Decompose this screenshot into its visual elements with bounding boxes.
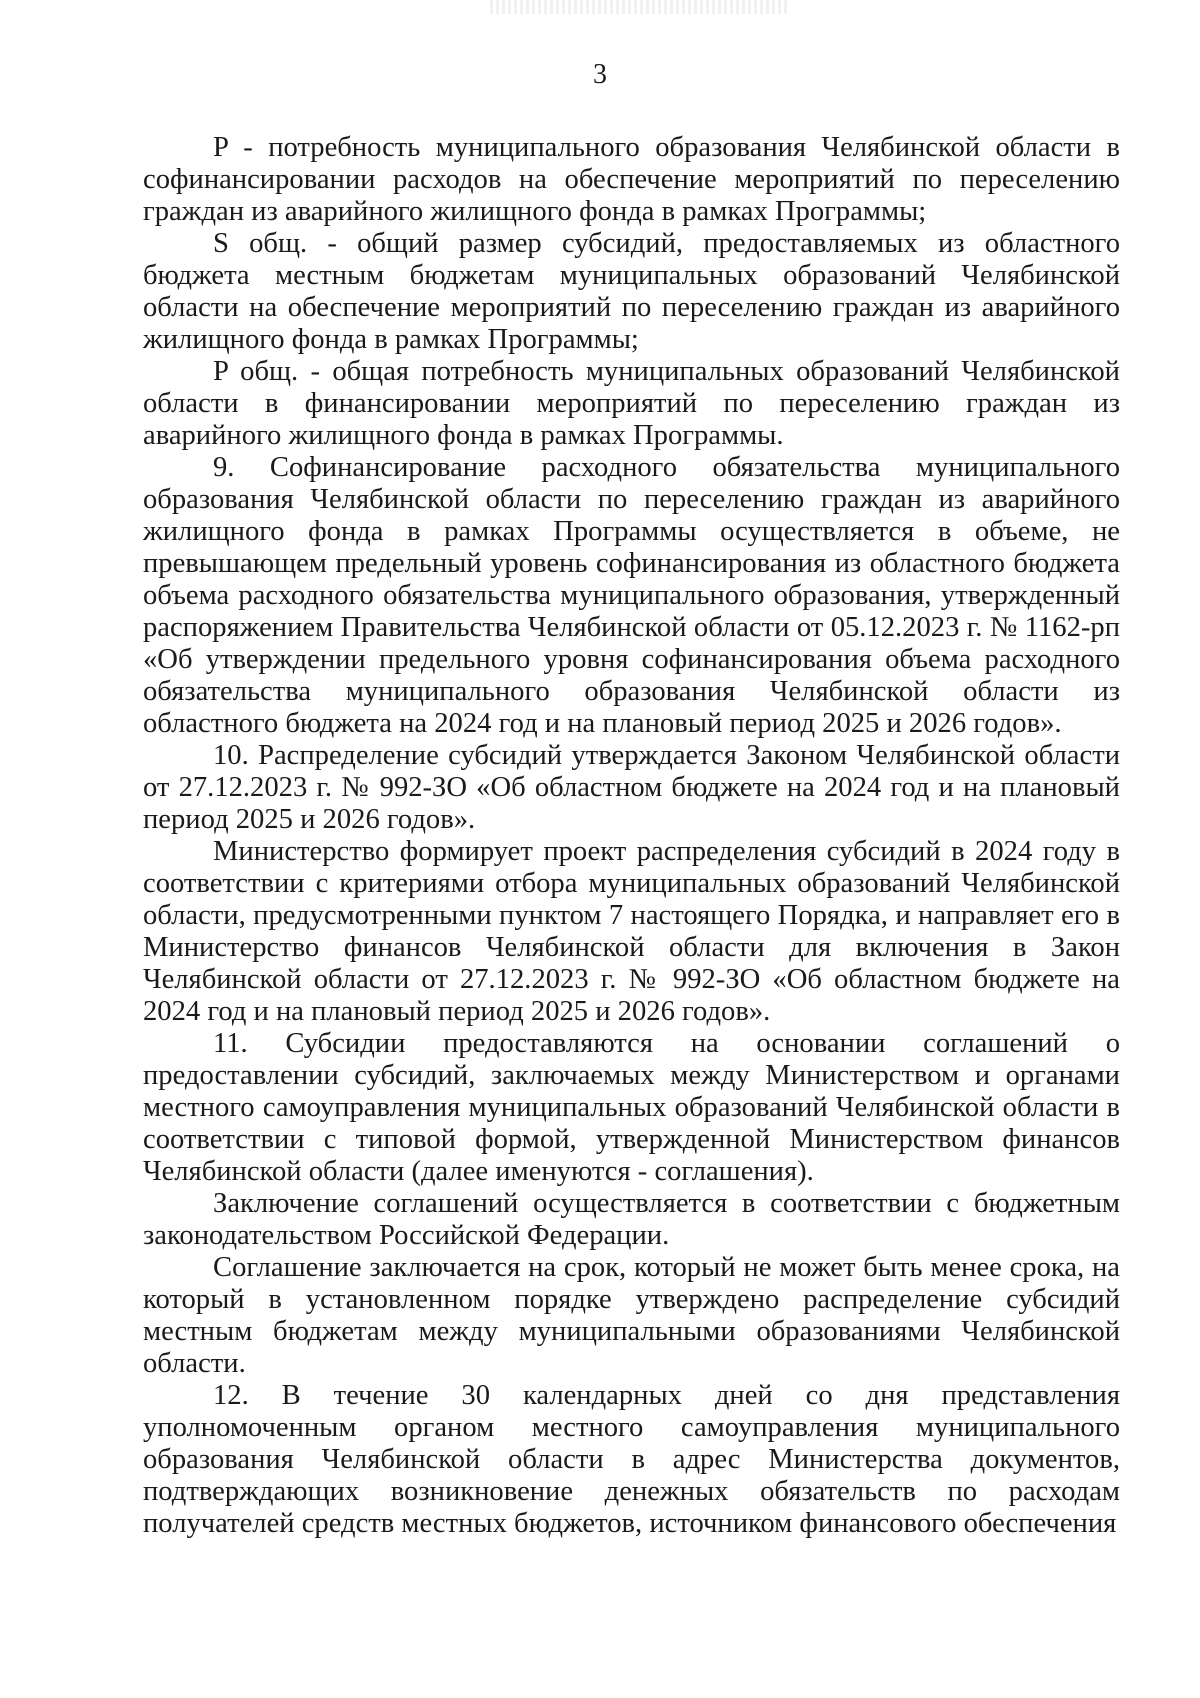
page-number: 3 bbox=[593, 59, 607, 90]
paragraph-ministry-distribution: Министерство формирует проект распределения субсидий в 2024 году в соответствии с критериями отбора муниципальных образований Челябинской области, предусмотренными пунктом 7 настоящего Порядка, и направляет его в Министерство финансов Челябинской области для включения в Закон Челябинской области от 27.12.2023 г. № 992-ЗО «Об областном бюджете на 2024 год и на плановый период 2025 и 2026 годов». bbox=[143, 836, 1120, 1027]
scan-artifact bbox=[490, 0, 790, 14]
paragraph-agreements-conclusion: Заключение соглашений осуществляется в соответствии с бюджетным законодательством Российской Федерации. bbox=[143, 1188, 1120, 1251]
paragraph-item-10: 10. Распределение субсидий утверждается Законом Челябинской области от 27.12.2023 г. № 992-ЗО «Об областном бюджете на 2024 год и на плановый период 2025 и 2026 годов». bbox=[143, 740, 1120, 835]
paragraph-s-total-definition: S общ. - общий размер субсидий, предоставляемых из областного бюджета местным бюджетам муниципальных образований Челябинской области на обеспечение мероприятий по переселению граждан из аварийного жилищного фонда в рамках Программы; bbox=[143, 228, 1120, 355]
paragraph-item-9: 9. Софинансирование расходного обязательства муниципального образования Челябинской области по переселению граждан из аварийного жилищного фонда в рамках Программы осуществляется в объеме, не превышающем предельный уровень софинансирования из областного бюджета объема расходного обязательства муниципального образования, утвержденный распоряжением Правительства Челябинской области от 05.12.2023 г. № 1162-рп «Об утверждении предельного уровня софинансирования объема расходного обязательства муниципального образования Челябинской области из областного бюджета на 2024 год и на плановый период 2025 и 2026 годов». bbox=[143, 452, 1120, 739]
paragraph-p-definition: P - потребность муниципального образования Челябинской области в софинансировании расходов на обеспечение мероприятий по переселению граждан из аварийного жилищного фонда в рамках Программы; bbox=[143, 132, 1120, 227]
document-body bbox=[143, 132, 1120, 1540]
paragraph-agreement-term: Соглашение заключается на срок, который не может быть менее срока, на который в установленном порядке утверждено распределение субсидий местным бюджетам между муниципальными образованиями Челябинской области. bbox=[143, 1252, 1120, 1379]
paragraph-item-12: 12. В течение 30 календарных дней со дня представления уполномоченным органом местного самоуправления муниципального образования Челябинской области в адрес Министерства документов, подтверждающих возникновение денежных обязательств по расходам получателей средств местных бюджетов, источником финансового обеспечения bbox=[143, 1380, 1120, 1539]
paragraph-p-total-definition: P общ. - общая потребность муниципальных образований Челябинской области в финансировании мероприятий по переселению граждан из аварийного жилищного фонда в рамках Программы. bbox=[143, 356, 1120, 451]
paragraph-item-11: 11. Субсидии предоставляются на основании соглашений о предоставлении субсидий, заключаемых между Министерством и органами местного самоуправления муниципальных образований Челябинской области в соответствии с типовой формой, утвержденной Министерством финансов Челябинской области (далее именуются - соглашения). bbox=[143, 1028, 1120, 1187]
